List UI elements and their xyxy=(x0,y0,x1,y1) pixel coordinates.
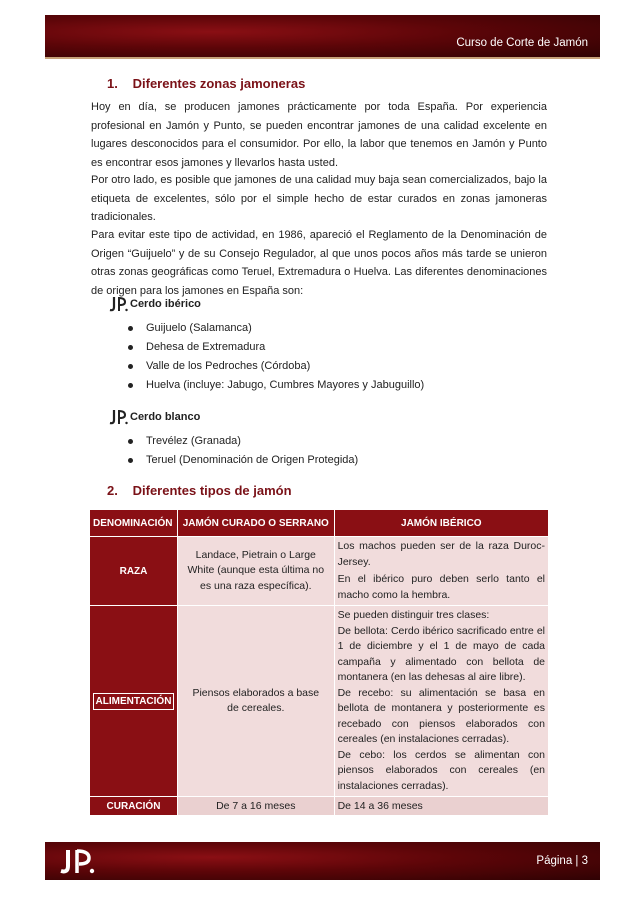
alimentacion-iberico-line: Se pueden distinguir tres clases: xyxy=(337,609,490,621)
section-2-number: 2. xyxy=(107,483,118,498)
table-header-row xyxy=(90,510,549,537)
header-bar xyxy=(45,15,600,59)
blanco-list xyxy=(128,432,358,470)
curacion-iberico: De 14 a 36 meses xyxy=(334,797,548,816)
jp-logo-icon xyxy=(108,409,128,425)
section-1-title: Diferentes zonas jamoneras xyxy=(132,76,306,91)
raza-iberico xyxy=(334,537,548,606)
header-denominacion: DENOMINACIÓN xyxy=(90,510,178,537)
header-iberico: JAMÓN IBÉRICO xyxy=(334,510,548,537)
footer-bar xyxy=(45,842,600,880)
raza-serrano: Landace, Pietrain o Large White (aunque esta última no es una raza específica). xyxy=(177,537,334,606)
list-item: Teruel (Denominación de Origen Protegida) xyxy=(128,451,358,470)
section-1-number: 1. xyxy=(107,76,118,91)
bullet-icon xyxy=(128,458,133,463)
table-row-raza xyxy=(90,537,549,606)
list-item: Trevélez (Granada) xyxy=(128,432,358,451)
section-1-heading xyxy=(107,76,305,91)
page-number: Página | 3 xyxy=(536,855,588,867)
jp-logo-icon xyxy=(59,848,99,875)
section-2-heading xyxy=(107,483,292,498)
bullet-icon xyxy=(128,364,133,369)
row-label-curacion: CURACIÓN xyxy=(90,797,178,816)
paragraph-2: Por otro lado, es posible que jamones de una calidad muy baja sean comercializados, bajo la etiqueta de excelentes, sólo por el simple hecho de estar curados en zonas jamoneras tradicionales. xyxy=(91,174,547,223)
comparison-table xyxy=(89,509,549,816)
iberico-list xyxy=(128,319,424,395)
section-2-title: Diferentes tipos de jamón xyxy=(132,483,292,498)
group-blanco-title: Cerdo blanco xyxy=(130,411,201,423)
raza-iberico-line: Los machos pueden ser de la raza Duroc-Jersey. xyxy=(337,540,545,568)
alimentacion-iberico-line: De recebo: su alimentación se basa en bellota de montanera y posteriormente es recebado con piensos elaborados con cereales (en instalaciones cerradas). xyxy=(337,686,545,745)
bullet-icon xyxy=(128,383,133,388)
group-iberico-title: Cerdo ibérico xyxy=(130,298,201,310)
table-row-curacion xyxy=(90,797,549,816)
header-serrano: JAMÓN CURADO O SERRANO xyxy=(177,510,334,537)
list-item: Guijuelo (Salamanca) xyxy=(128,319,424,338)
alimentacion-iberico-line: De bellota: Cerdo ibérico sacrificado entre el 1 de diciembre y el 1 de mayo de cada campaña y alimentado con bellota de montanera (en las dehesas al aire libre). xyxy=(337,624,545,683)
raza-iberico-line: En el ibérico puro deben serlo tanto el macho como la hembra. xyxy=(337,573,545,601)
list-item: Dehesa de Extremadura xyxy=(128,338,424,357)
table-row-alimentacion xyxy=(90,606,549,797)
alimentacion-serrano: Piensos elaborados a base de cereales. xyxy=(177,606,334,797)
alimentacion-iberico-line: De cebo: los cerdos se alimentan con piensos elaborados con cereales (en instalaciones cerradas). xyxy=(337,748,545,792)
curacion-serrano: De 7 a 16 meses xyxy=(177,797,334,816)
document-title: Curso de Corte de Jamón xyxy=(456,37,588,49)
bullet-icon xyxy=(128,439,133,444)
list-item: Huelva (incluye: Jabugo, Cumbres Mayores y Jabuguillo) xyxy=(128,376,424,395)
bullet-icon xyxy=(128,326,133,331)
group-blanco-heading xyxy=(108,409,200,425)
alimentacion-iberico xyxy=(334,606,548,797)
paragraph-1: Hoy en día, se producen jamones prácticamente por toda España. Por experiencia profesional en Jamón y Punto, se pueden encontrar jamones de una calidad excelente en lugares desconocidos para el consumidor. Por ello, la labor que tenemos en Jamón y Punto es encontrar esos jamones y llevarlos hasta usted. xyxy=(91,101,547,169)
paragraph-3: Para evitar este tipo de actividad, en 1986, apareció el Reglamento de la Denominación de Origen “Guijuelo” y de su Consejo Regulador, al que unos pocos años más tarde se unieron otras zonas geográficas como Teruel, Extremadura o Huelva. Las diferentes denominaciones de origen para los jamones en España son: xyxy=(91,229,547,297)
list-item: Valle de los Pedroches (Córdoba) xyxy=(128,357,424,376)
group-iberico-heading xyxy=(108,296,201,312)
bullet-icon xyxy=(128,345,133,350)
row-label-alimentacion: ALIMENTACIÓN xyxy=(90,606,178,797)
jp-logo-icon xyxy=(108,296,128,312)
row-label-raza: RAZA xyxy=(90,537,178,606)
